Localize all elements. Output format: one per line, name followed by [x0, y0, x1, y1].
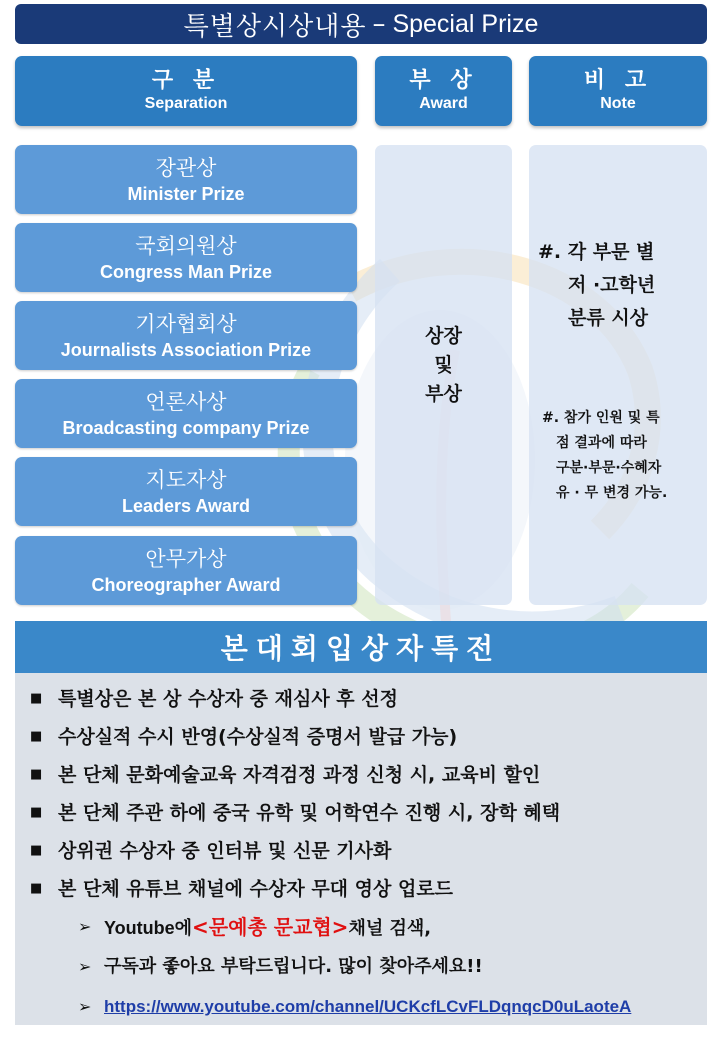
header-note-en: Note: [600, 95, 636, 112]
header-award-ko: 부 상: [409, 68, 478, 93]
prize-label-ko: 지도자상: [145, 467, 227, 492]
award-line: 부상: [425, 383, 462, 405]
prize-broadcasting: [15, 379, 357, 448]
note-sub-line: 구분·부문·수혜자: [556, 460, 662, 476]
note-sub-line: 유 · 무 변경 가능.: [556, 485, 668, 501]
prize-label-ko: 언론사상: [145, 389, 227, 414]
note-sub-line: #. 참가 인원 및 특: [542, 410, 660, 426]
header-note-ko: 비 고: [583, 68, 653, 93]
sub-item-youtube-search: [78, 907, 698, 947]
list-item-text: 본 단체 문화예술교육 자격검정 과정 신청 시, 교육비 할인: [58, 764, 541, 786]
title-korean: 특별상시상내용: [183, 11, 367, 42]
note-panel: [529, 145, 707, 605]
youtube-sub-list: [78, 907, 698, 1027]
benefits-list: [28, 680, 698, 908]
title-english: Special Prize: [392, 9, 539, 38]
prize-label-en: Journalists Association Prize: [60, 339, 312, 360]
subscribe-text: 구독과 좋아요 부탁드립니다. 많이 찾아주세요!!: [104, 956, 483, 977]
youtube-suffix: 채널 검색,: [348, 918, 432, 939]
note-main: [538, 236, 703, 335]
prize-journalists: [15, 301, 357, 370]
square-bullet-icon: ■: [30, 767, 43, 782]
list-item: [28, 680, 698, 718]
header-separation-en: Separation: [144, 95, 228, 112]
header-separation-ko: 구 분: [151, 68, 221, 93]
note-main-line: 분류 시상: [568, 307, 649, 329]
arrow-bullet-icon: ➢: [78, 917, 92, 936]
note-main-line: #. 각 부문 별: [538, 241, 655, 263]
prize-label-en: Congress Man Prize: [99, 261, 273, 282]
list-item-text: 본 단체 유튜브 채널에 수상자 무대 영상 업로드: [58, 878, 454, 900]
prize-minister: [15, 145, 357, 214]
list-item-text: 본 단체 주관 하에 중국 유학 및 어학연수 진행 시, 장학 혜택: [58, 802, 561, 824]
header-award: [375, 56, 512, 126]
square-bullet-icon: ■: [30, 805, 43, 820]
list-item-text: 상위권 수상자 중 인터뷰 및 신문 기사화: [58, 840, 392, 862]
sub-item-subscribe: [78, 947, 698, 987]
list-item-text: 특별상은 본 상 수상자 중 재심사 후 선정: [58, 688, 398, 710]
square-bullet-icon: ■: [30, 691, 43, 706]
youtube-channel-link[interactable]: https://www.youtube.com/channel/UCKcfLCvFLDqnqcD0uLaoteA: [104, 997, 632, 1016]
list-item-text: 수상실적 수시 반영(수상실적 증명서 발급 가능): [58, 726, 458, 748]
list-item: [28, 832, 698, 870]
arrow-bullet-icon: ➢: [78, 997, 92, 1016]
list-item: [28, 870, 698, 908]
benefits-title: 본대회입상자특전: [15, 621, 707, 673]
square-bullet-icon: ■: [30, 881, 43, 896]
prize-label-en: Broadcasting company Prize: [62, 417, 310, 438]
list-item: [28, 756, 698, 794]
prize-label-ko: 안무가상: [145, 546, 227, 571]
award-line: 상장: [425, 325, 462, 347]
note-main-line: 저 ·고학년: [568, 274, 656, 296]
header-separation: [15, 56, 357, 126]
award-description: [375, 322, 512, 409]
prize-label-ko: 국회의원상: [135, 233, 237, 258]
prize-label-ko: 장관상: [155, 155, 217, 180]
award-line: 및: [434, 354, 453, 376]
sub-item-link: [78, 987, 698, 1027]
prize-label-en: Leaders Award: [121, 495, 251, 516]
header-award-en: Award: [419, 95, 468, 112]
prize-leaders: [15, 457, 357, 526]
square-bullet-icon: ■: [30, 843, 43, 858]
youtube-prefix: Youtube에: [104, 918, 193, 938]
note-sub: [540, 406, 705, 506]
prize-label-en: Minister Prize: [127, 183, 245, 204]
prize-label-ko: 기자협회상: [135, 311, 237, 336]
list-item: [28, 718, 698, 756]
note-sub-line: 점 결과에 따라: [556, 435, 647, 451]
channel-name: <문예총 문교협>: [192, 915, 349, 939]
square-bullet-icon: ■: [30, 729, 43, 744]
prize-congress-man: [15, 223, 357, 292]
list-item: [28, 794, 698, 832]
page-title: [15, 4, 707, 44]
prize-choreographer: [15, 536, 357, 605]
prize-label-en: Choreographer Award: [91, 574, 281, 595]
header-note: [529, 56, 707, 126]
arrow-bullet-icon: ➢: [78, 957, 92, 976]
title-separator: –: [372, 9, 387, 39]
